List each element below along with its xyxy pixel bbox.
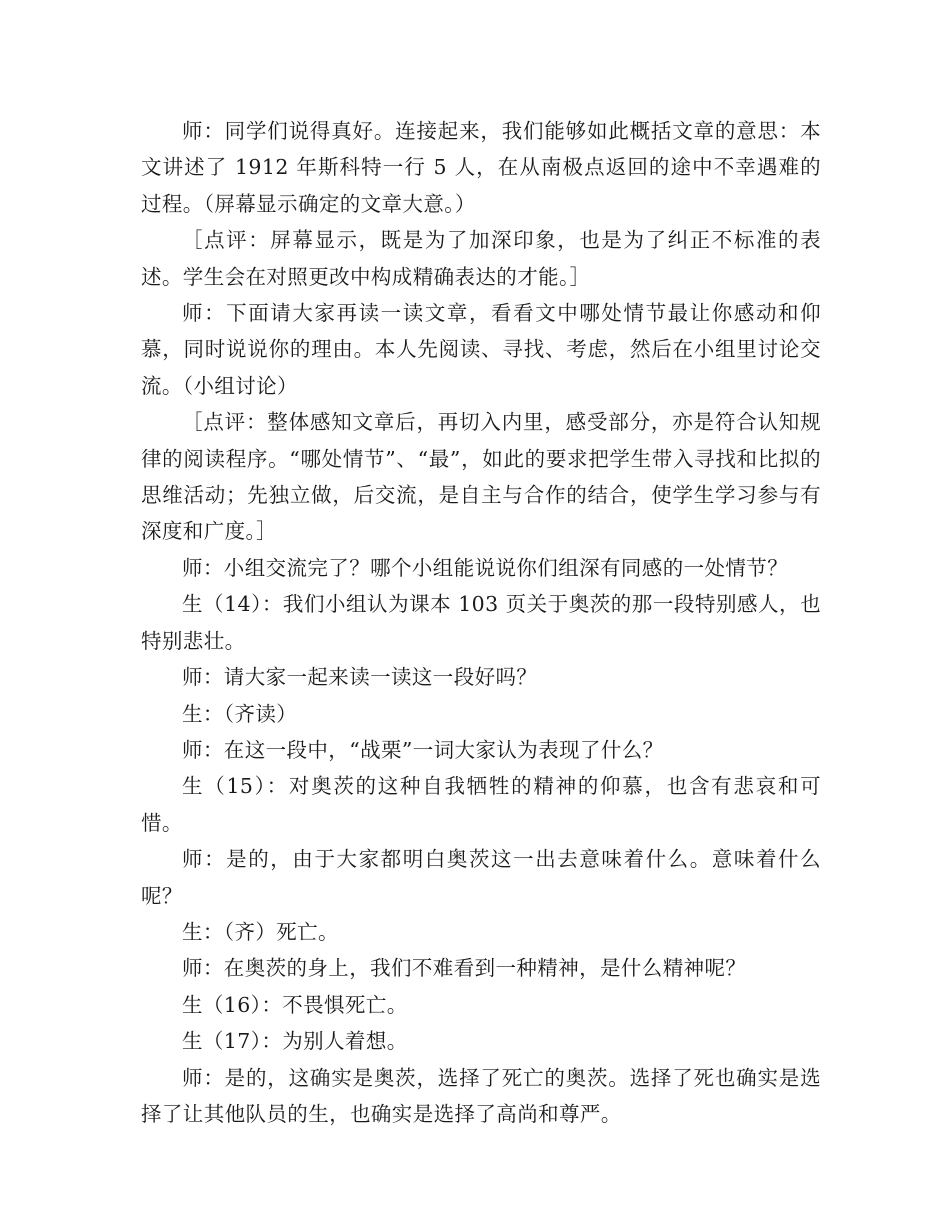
paragraph: 生（15）：对奥茨的这种自我牺牲的精神的仰慕，也含有悲哀和可惜。 (141, 774, 821, 835)
paragraph: 师：是的，这确实是奥茨，选择了死亡的奥茨。选择了死也确实是选择了让其他队员的生，也确实是选择了高尚和尊严。 (141, 1065, 821, 1126)
paragraph: 生（17）：为别人着想。 (182, 1029, 408, 1054)
paragraph: 师：小组交流完了？哪个小组能说说你们组深有同感的一处情节？ (182, 555, 789, 580)
paragraph: 师：下面请大家再读一读文章，看看文中哪处情节最让你感动和仰慕，同时说说你的理由。本人先阅读、寻找、考虑，然后在小组里讨论交流。（小组讨论） (141, 301, 821, 398)
paragraph: 生（16）：不畏惧死亡。 (182, 992, 408, 1017)
commentary-paragraph: ［点评：屏幕显示，既是为了加深印象，也是为了纠正不标准的表述。学生会在对照更改中构成精确表达的才能。］ (141, 228, 821, 289)
paragraph: 师：是的，由于大家都明白奥茨这一出去意味着什么。意味着什么呢？ (141, 847, 821, 908)
paragraph: 师：请大家一起来读一读这一段好吗？ (182, 665, 538, 690)
paragraph: 生：（齐）死亡。 (182, 919, 339, 944)
paragraph: 师：在这一段中，“战栗”一词大家认为表现了什么？ (182, 737, 664, 762)
paragraph: 师：在奥茨的身上，我们不难看到一种精神，是什么精神呢？ (182, 956, 747, 981)
document-body (141, 113, 821, 1132)
commentary-paragraph: ［点评：整体感知文章后，再切入内里，感受部分，亦是符合认知规律的阅读程序。“哪处情节”、“最”，如此的要求把学生带入寻找和比拟的思维活动；先独立做，后交流，是自主与合作的结合，使学生学习参与有深度和广度。］ (141, 410, 821, 544)
paragraph: 生：（齐读） (182, 701, 298, 726)
paragraph: 生（14）：我们小组认为课本 103 页关于奥茨的那一段特别感人，也特别悲壮。 (141, 592, 821, 653)
paragraph: 师：同学们说得真好。连接起来，我们能够如此概括文章的意思：本文讲述了 1912 年斯科特一行 5 人，在从南极点返回的途中不幸遇难的过程。（屏幕显示确定的文章大意。） (141, 119, 821, 216)
